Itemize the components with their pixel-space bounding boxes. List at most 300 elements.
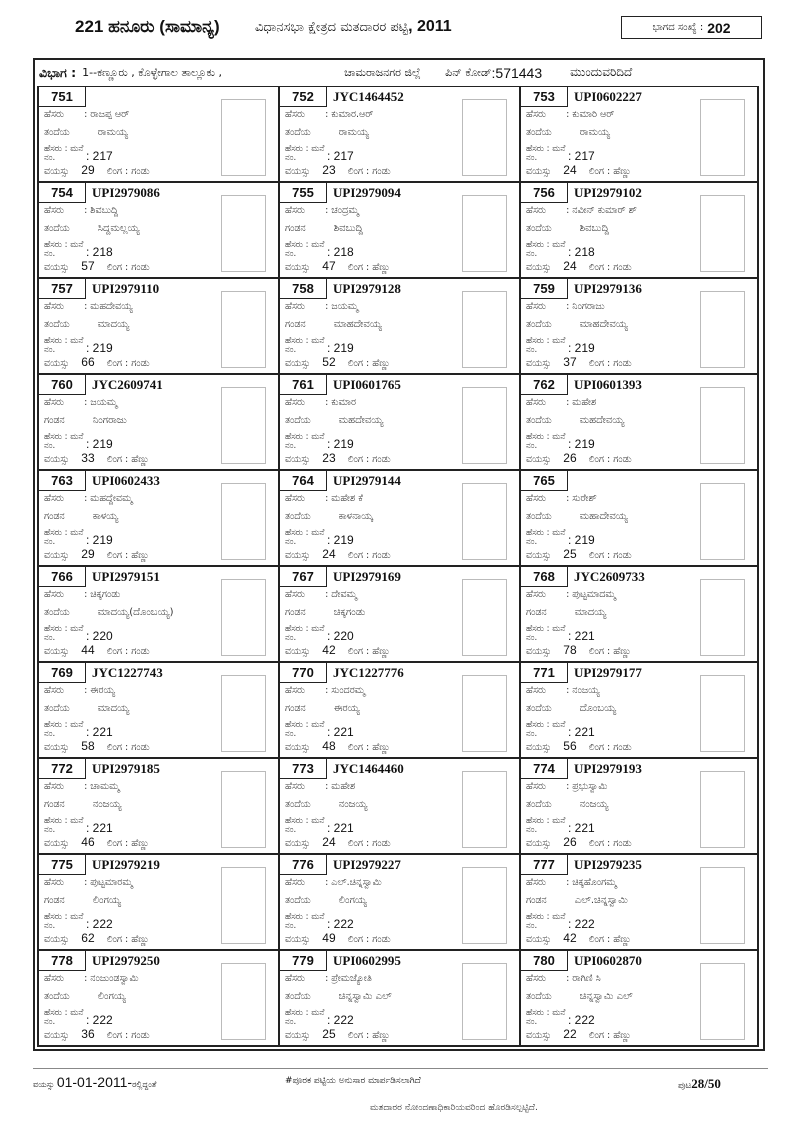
house-number: : 217 [86, 149, 113, 163]
gender: ಹೆಣ್ಣು [613, 646, 632, 657]
age: 24 [563, 259, 577, 273]
relative-name: ಮಾದಯ್ಯ(ದೊಂಬಯ್ಯ) [97, 607, 174, 618]
age: 29 [81, 163, 95, 177]
voter-name: : ನಂಜಯ್ಯ [566, 685, 600, 696]
house-number: : 221 [327, 725, 354, 739]
voter-list-frame [33, 58, 765, 1051]
voter-name: : ಜಯಮ್ಮ [84, 397, 118, 408]
age-gender-row: ವಯಸ್ಸು 22 ಲಿಂಗ : ಹೆಣ್ಣು [526, 1027, 632, 1041]
relative-row [285, 607, 365, 618]
house-row: ಹೆಸರು : ಮನೆ ನಂ. : 221 [526, 720, 595, 739]
name-row: ಹೆಸರು : ನಂಜುಂಡಸ್ವಾಮಿ [44, 973, 139, 984]
relation-type: ಗಂಡನ [285, 223, 306, 234]
photo-placeholder [700, 963, 745, 1040]
voter-name: : ಪುಟ್ಟಮಾದಮ್ಮ [566, 589, 616, 600]
voter-card [37, 663, 280, 759]
voter-card [521, 567, 759, 663]
relative-row [285, 223, 363, 234]
relative-row [44, 799, 122, 810]
house-number: : 219 [86, 533, 113, 547]
age-gender-row: ವಯಸ್ಸು 37 ಲಿಂಗ : ಗಂಡು [526, 355, 632, 369]
constituency-title: 221 ಹನೂರು (ಸಾಮಾನ್ಯ) [75, 17, 220, 36]
voter-name: : ಜಯಮ್ಮ [325, 301, 359, 312]
gender: ಹೆಣ್ಣು [372, 358, 391, 369]
voter-name: : ಪ್ರಭುಸ್ವಾಮಿ [566, 781, 608, 792]
photo-placeholder [700, 99, 745, 176]
house-row: ಹೆಸರು : ಮನೆ ನಂ. : 222 [44, 1008, 113, 1027]
epic-id: UPI0602870 [574, 953, 642, 968]
relation-type: ಗಂಡನ [285, 319, 306, 330]
voter-card [37, 279, 280, 375]
voter-card [37, 951, 280, 1047]
relation-type: ಗಂಡನ [285, 607, 306, 618]
part-number-label: ಭಾಗದ ಸಂಖ್ಯೆ : [652, 22, 704, 33]
voter-name: : ಕುಮಾರ [325, 397, 356, 408]
age-gender-row: ವಯಸ್ಸು 25 ಲಿಂಗ : ಗಂಡು [526, 547, 632, 561]
voter-card [37, 183, 280, 279]
age: 24 [322, 547, 336, 561]
age: 33 [81, 451, 95, 465]
issued-by-note: ಮತದಾರರ ನೋಂದಣಾಧಿಕಾರಿಯವರಿಂದ ಹೊರಡಿಸಲ್ಪಟ್ಟಿದೆ. [370, 1103, 538, 1113]
house-row: ಹೆಸರು : ಮನೆ ನಂ. : 218 [526, 240, 595, 259]
relative-row [44, 703, 129, 714]
part-number-box [621, 16, 762, 39]
relative-name: ಲಿಂಗಯ್ಯ [338, 895, 367, 906]
house-number: : 219 [327, 533, 354, 547]
voter-card [521, 375, 759, 471]
epic-id: UPI0602227 [574, 89, 642, 104]
gender: ಗಂಡು [131, 742, 150, 753]
photo-placeholder [462, 963, 507, 1040]
epic-id: UPI2979250 [92, 953, 160, 968]
photo-placeholder [221, 771, 266, 848]
relative-row [285, 895, 367, 906]
serial-number: 763 [39, 471, 86, 491]
relation-type: ತಂದೆಯ [526, 511, 552, 522]
relation-type: ತಂದೆಯ [285, 127, 311, 138]
photo-placeholder [221, 675, 266, 752]
gender: ಹೆಣ್ಣು [131, 934, 150, 945]
relative-name: ಮಹದೇವಯ್ಯ [579, 415, 625, 426]
voter-card [521, 471, 759, 567]
voter-name: : ಮಹೇಶ ಕೆ [325, 493, 363, 504]
serial-number: 775 [39, 855, 86, 875]
relation-type: ತಂದೆಯ [44, 991, 70, 1002]
relative-row [526, 895, 628, 906]
relative-row [526, 511, 628, 522]
age: 29 [81, 547, 95, 561]
name-row: ಹೆಸರು : ಮಹೇಶ ಕೆ [285, 493, 363, 504]
age-gender-row: ವಯಸ್ಸು 78 ಲಿಂಗ : ಹೆಣ್ಣು [526, 643, 632, 657]
voter-name: : ಚಿಕ್ಕಗಂಡು [84, 589, 121, 600]
age-gender-row: ವಯಸ್ಸು 66 ಲಿಂಗ : ಗಂಡು [44, 355, 150, 369]
house-row: ಹೆಸರು : ಮನೆ ನಂ. : 222 [44, 912, 113, 931]
photo-placeholder [700, 291, 745, 368]
page-number: ಪುಟ28/50 [678, 1076, 721, 1091]
age: 36 [81, 1027, 95, 1041]
serial-number: 771 [521, 663, 568, 683]
age: 23 [322, 451, 336, 465]
voter-card [521, 279, 759, 375]
gender: ಹೆಣ್ಣು [613, 1030, 632, 1041]
voter-name: : ಸುರೇಶ್ [566, 493, 597, 504]
voter-name: : ಮಹದ್ದೇವಮ್ಮ [84, 493, 133, 504]
footer-divider [33, 1068, 768, 1069]
house-row: ಹೆಸರು : ಮನೆ ನಂ. : 222 [526, 1008, 595, 1027]
age-gender-row: ವಯಸ್ಸು 62 ಲಿಂಗ : ಹೆಣ್ಣು [44, 931, 150, 945]
house-number: : 220 [327, 629, 354, 643]
photo-placeholder [700, 675, 745, 752]
age-gender-row: ವಯಸ್ಸು 33 ಲಿಂಗ : ಹೆಣ್ಣು [44, 451, 150, 465]
voter-name: : ಕುಮಾರಿ ಆರ್ [566, 109, 615, 120]
relative-row [526, 319, 628, 330]
voter-name: : ಮಹೇಶ [566, 397, 597, 408]
gender: ಗಂಡು [613, 838, 632, 849]
name-row: ಹೆಸರು : ಶಿವಬುದ್ದಿ [44, 205, 119, 216]
voter-card [521, 759, 759, 855]
age: 25 [563, 547, 577, 561]
name-row: ಹೆಸರು : ಎಲ್.ಚಿನ್ನಸ್ವಾಮಿ [285, 877, 382, 888]
serial-number: 779 [280, 951, 327, 971]
relation-type: ತಂದೆಯ [285, 799, 311, 810]
house-row: ಹೆಸರು : ಮನೆ ನಂ. : 219 [44, 528, 113, 547]
relative-row [285, 991, 392, 1002]
serial-number: 766 [39, 567, 86, 587]
relation-type: ಗಂಡನ [44, 415, 65, 426]
relation-type: ತಂದೆಯ [44, 607, 70, 618]
voter-name: : ಶಿವಬುದ್ದಿ [84, 205, 119, 216]
voter-card [37, 375, 280, 471]
house-number: : 221 [568, 725, 595, 739]
relative-name: ಚಿನ್ನಸ್ವಾಮಿ ಎಲ್ [579, 991, 633, 1002]
serial-number: 759 [521, 279, 568, 299]
voter-name: : ನಿಂಗರಾಜು [566, 301, 605, 312]
voter-name: : ಮಹದೇವಯ್ಯ [84, 301, 133, 312]
serial-number: 768 [521, 567, 568, 587]
relation-type: ತಂದೆಯ [44, 127, 70, 138]
age: 26 [563, 835, 577, 849]
voter-name: : ಮಹೇಶ [325, 781, 356, 792]
relative-row [526, 223, 609, 234]
voter-name: : ನಂಜುಂಡಸ್ವಾಮಿ [84, 973, 139, 984]
age: 46 [81, 835, 95, 849]
house-number: : 219 [86, 437, 113, 451]
relative-row [526, 991, 633, 1002]
serial-number: 764 [280, 471, 327, 491]
relative-name: ಮಾದಯ್ಯ [97, 703, 130, 714]
relation-type: ತಂದೆಯ [526, 799, 552, 810]
gender: ಗಂಡು [131, 166, 150, 177]
serial-number: 756 [521, 183, 568, 203]
epic-id: UPI0602995 [333, 953, 401, 968]
age-gender-row: ವಯಸ್ಸು 23 ಲಿಂಗ : ಗಂಡು [285, 163, 391, 177]
relation-type: ತಂದೆಯ [526, 127, 552, 138]
name-row: ಹೆಸರು : ಪ್ರೇಮಜ್ಯೋತಿ [285, 973, 372, 984]
relative-row [285, 415, 383, 426]
house-row: ಹೆಸರು : ಮನೆ ನಂ. : 219 [526, 528, 595, 547]
relative-name: ಚಿನ್ನಸ್ವಾಮಿ ಎಲ್ [338, 991, 392, 1002]
voter-card [37, 567, 280, 663]
relative-name: ಮಾದಯ್ಯ [97, 319, 130, 330]
name-row: ಹೆಸರು : ಸುರೇಶ್ [526, 493, 597, 504]
relative-name: ಕಾಳನಾಯ್ಕ [338, 511, 373, 522]
name-row: ಹೆಸರು : ಮಹೇಶ [526, 397, 597, 408]
house-row: ಹೆಸರು : ಮನೆ ನಂ. : 222 [285, 912, 354, 931]
voter-name: : ಕುಮಾರ.ಆರ್ [325, 109, 374, 120]
photo-placeholder [462, 291, 507, 368]
voter-card [280, 759, 521, 855]
serial-number: 754 [39, 183, 86, 203]
photo-placeholder [462, 675, 507, 752]
gender: ಗಂಡು [131, 262, 150, 273]
relative-name: ನಂಜಯ್ಯ [579, 799, 609, 810]
name-row: ಹೆಸರು : ಕುಮಾರ.ಆರ್ [285, 109, 374, 120]
relation-type: ತಂದೆಯ [44, 319, 70, 330]
voter-card [280, 375, 521, 471]
voter-name: : ಚಾಮಮ್ಮ [84, 781, 120, 792]
epic-id: UPI2979094 [333, 185, 401, 200]
relative-row [285, 319, 382, 330]
age: 24 [322, 835, 336, 849]
age: 66 [81, 355, 95, 369]
house-row: ಹೆಸರು : ಮನೆ ನಂ. : 219 [44, 432, 113, 451]
serial-number: 772 [39, 759, 86, 779]
relative-name: ಎಲ್.ಚಿನ್ನಸ್ವಾಮಿ [574, 895, 628, 906]
voter-card [37, 855, 280, 951]
relative-name: ದೊಂಬಯ್ಯ [579, 703, 617, 714]
relative-row [44, 127, 128, 138]
relative-row [526, 415, 624, 426]
name-row: ಹೆಸರು : ಮಹದ್ದೇವಮ್ಮ [44, 493, 133, 504]
house-number: : 222 [568, 1013, 595, 1027]
voter-card [280, 87, 521, 183]
gender: ಗಂಡು [372, 454, 391, 465]
age-gender-row: ವಯಸ್ಸು 24 ಲಿಂಗ : ಗಂಡು [285, 835, 391, 849]
relative-row [526, 607, 606, 618]
epic-id: UPI2979144 [333, 473, 401, 488]
age-gender-row: ವಯಸ್ಸು 24 ಲಿಂಗ : ಹೆಣ್ಣು [526, 163, 632, 177]
relative-name: ಲಿಂಗಯ್ಯ [92, 895, 121, 906]
epic-id: JYC1227743 [92, 665, 163, 680]
name-row: ಹೆಸರು : ಜಯಮ್ಮ [285, 301, 359, 312]
relation-type: ತಂದೆಯ [44, 703, 70, 714]
age: 44 [81, 643, 95, 657]
house-number: : 220 [86, 629, 113, 643]
relative-row [44, 607, 174, 618]
page-header [0, 14, 800, 44]
voter-name: : ಪುಟ್ಟಮಾರಮ್ಮ [84, 877, 133, 888]
voter-card [280, 567, 521, 663]
house-number: : 219 [568, 341, 595, 355]
gender: ಗಂಡು [613, 742, 632, 753]
voter-card [280, 279, 521, 375]
serial-number: 765 [521, 471, 568, 491]
relative-row [44, 319, 129, 330]
house-row: ಹೆಸರು : ಮನೆ ನಂ. : 219 [285, 528, 354, 547]
relation-type: ತಂದೆಯ [285, 415, 311, 426]
serial-number: 774 [521, 759, 568, 779]
epic-id: UPI0601393 [574, 377, 642, 392]
age: 78 [563, 643, 577, 657]
serial-number: 752 [280, 87, 327, 107]
age: 42 [563, 931, 577, 945]
age-gender-row: ವಯಸ್ಸು 52 ಲಿಂಗ : ಹೆಣ್ಣು [285, 355, 391, 369]
age-gender-row: ವಯಸ್ಸು 47 ಲಿಂಗ : ಹೆಣ್ಣು [285, 259, 391, 273]
relative-row [285, 799, 367, 810]
epic-id: UPI2979086 [92, 185, 160, 200]
voter-name: : ನವೀನ್ ಕುಮಾರ್ ಶ್ [566, 205, 637, 216]
name-row: ಹೆಸರು : ರಾಜಪ್ಪ ಆರ್ [44, 109, 130, 120]
gender: ಗಂಡು [372, 550, 391, 561]
relative-row [285, 127, 369, 138]
house-row: ಹೆಸರು : ಮನೆ ನಂ. : 218 [44, 240, 113, 259]
epic-id: UPI2979185 [92, 761, 160, 776]
section-header [35, 60, 763, 85]
name-row: ಹೆಸರು : ಪುಟ್ಟಮಾದಮ್ಮ [526, 589, 616, 600]
photo-placeholder [221, 867, 266, 944]
voter-card [521, 951, 759, 1047]
relative-row [44, 511, 118, 522]
name-row: ಹೆಸರು : ಸುಂದರಮ್ಮ [285, 685, 366, 696]
age: 22 [563, 1027, 577, 1041]
photo-placeholder [462, 387, 507, 464]
document-title: ವಿಧಾನಸಭಾ ಕ್ಷೇತ್ರದ ಮತದಾರರ ಪಟ್ಟಿ, 2011 [255, 18, 452, 35]
name-row: ಹೆಸರು : ಚಿಕ್ಕಹೊಂಗಮ್ಮ [526, 877, 617, 888]
photo-placeholder [221, 387, 266, 464]
epic-id: JYC1227776 [333, 665, 404, 680]
age: 56 [563, 739, 577, 753]
photo-placeholder [700, 483, 745, 560]
voter-name: : ರಾಜಪ್ಪ ಆರ್ [84, 109, 130, 120]
house-number: : 221 [568, 629, 595, 643]
gender: ಗಂಡು [131, 646, 150, 657]
house-row: ಹೆಸರು : ಮನೆ ನಂ. : 221 [44, 816, 113, 835]
photo-placeholder [700, 195, 745, 272]
house-row: ಹೆಸರು : ಮನೆ ನಂ. : 218 [285, 240, 354, 259]
relation-type: ಗಂಡನ [44, 799, 65, 810]
house-number: : 218 [327, 245, 354, 259]
voter-card [280, 951, 521, 1047]
serial-number: 751 [39, 87, 86, 107]
age-gender-row: ವಯಸ್ಸು 58 ಲಿಂಗ : ಗಂಡು [44, 739, 150, 753]
house-number: : 218 [86, 245, 113, 259]
age-gender-row: ವಯಸ್ಸು 57 ಲಿಂಗ : ಗಂಡು [44, 259, 150, 273]
relation-type: ತಂದೆಯ [526, 319, 552, 330]
voter-card [521, 663, 759, 759]
pin-code: :571443 [491, 64, 543, 81]
name-row: ಹೆಸರು : ಈರಯ್ಯ [44, 685, 116, 696]
relation-type: ಗಂಡನ [526, 895, 547, 906]
voter-card [280, 663, 521, 759]
serial-number: 773 [280, 759, 327, 779]
gender: ಗಂಡು [613, 550, 632, 561]
age-gender-row: ವಯಸ್ಸು 48 ಲಿಂಗ : ಹೆಣ್ಣು [285, 739, 391, 753]
relative-name: ಮಾದಯ್ಯ [574, 607, 607, 618]
gender: ಗಂಡು [613, 358, 632, 369]
gender: ಗಂಡು [131, 358, 150, 369]
house-row: ಹೆಸರು : ಮನೆ ನಂ. : 222 [526, 912, 595, 931]
house-row: ಹೆಸರು : ಮನೆ ನಂ. : 221 [526, 816, 595, 835]
relative-row [44, 223, 140, 234]
epic-id: UPI2979177 [574, 665, 642, 680]
house-row: ಹೆಸರು : ಮನೆ ನಂ. : 219 [44, 336, 113, 355]
age-gender-row: ವಯಸ್ಸು 44 ಲಿಂಗ : ಗಂಡು [44, 643, 150, 657]
house-number: : 217 [327, 149, 354, 163]
voter-card [37, 471, 280, 567]
gender: ಹೆಣ್ಣು [372, 742, 391, 753]
photo-placeholder [462, 99, 507, 176]
age: 62 [81, 931, 95, 945]
house-number: : 222 [327, 917, 354, 931]
photo-placeholder [700, 771, 745, 848]
house-row: ಹೆಸರು : ಮನೆ ನಂ. : 219 [285, 336, 354, 355]
age-gender-row: ವಯಸ್ಸು 56 ಲಿಂಗ : ಗಂಡು [526, 739, 632, 753]
house-row: ಹೆಸರು : ಮನೆ ನಂ. : 219 [526, 432, 595, 451]
serial-number: 776 [280, 855, 327, 875]
photo-placeholder [221, 579, 266, 656]
gender: ಗಂಡು [372, 166, 391, 177]
serial-number: 761 [280, 375, 327, 395]
house-number: : 221 [327, 821, 354, 835]
age: 49 [322, 931, 336, 945]
photo-placeholder [700, 579, 745, 656]
epic-id: UPI2979136 [574, 281, 642, 296]
relative-row [44, 895, 121, 906]
part-number: 202 [707, 19, 731, 36]
relation-type: ತಂದೆಯ [526, 991, 552, 1002]
age-gender-row: ವಯಸ್ಸು 29 ಲಿಂಗ : ಗಂಡು [44, 163, 150, 177]
age-gender-row: ವಯಸ್ಸು 46 ಲಿಂಗ : ಹೆಣ್ಣು [44, 835, 150, 849]
serial-number: 778 [39, 951, 86, 971]
house-row: ಹೆಸರು : ಮನೆ ನಂ. : 221 [526, 624, 595, 643]
house-row: ಹೆಸರು : ಮನೆ ನಂ. : 217 [285, 144, 354, 163]
age-gender-row: ವಯಸ್ಸು 25 ಲಿಂಗ : ಹೆಣ್ಣು [285, 1027, 391, 1041]
house-number: : 217 [568, 149, 595, 163]
house-number: : 219 [568, 437, 595, 451]
name-row: ಹೆಸರು : ಕುಮಾರ [285, 397, 356, 408]
section-label: ವಿಭಾಗ : [39, 64, 77, 80]
age: 57 [81, 259, 95, 273]
voter-name: : ದೇವಮ್ಮ [325, 589, 357, 600]
voter-card [280, 471, 521, 567]
relative-name: ಶಿವಬುದ್ದಿ [333, 223, 363, 234]
relative-name: ಶಿವಬುದ್ದಿ [579, 223, 609, 234]
age-gender-row: ವಯಸ್ಸು 24 ಲಿಂಗ : ಗಂಡು [526, 259, 632, 273]
serial-number: 753 [521, 87, 568, 107]
relative-row [526, 703, 616, 714]
name-row: ಹೆಸರು : ದೇವಮ್ಮ [285, 589, 357, 600]
serial-number: 770 [280, 663, 327, 683]
house-row: ಹೆಸರು : ಮನೆ ನಂ. : 219 [526, 336, 595, 355]
house-number: : 221 [568, 821, 595, 835]
relative-row [44, 991, 126, 1002]
epic-id: UPI2979102 [574, 185, 642, 200]
relation-type: ತಂದೆಯ [44, 223, 70, 234]
house-row: ಹೆಸರು : ಮನೆ ನಂ. : 221 [285, 720, 354, 739]
name-row: ಹೆಸರು : ನಿಂಗರಾಜು [526, 301, 605, 312]
serial-number: 767 [280, 567, 327, 587]
relative-name: ಮಹದೇವಯ್ಯ [338, 415, 384, 426]
voter-card [280, 183, 521, 279]
epic-id: UPI2979169 [333, 569, 401, 584]
house-number: : 221 [86, 725, 113, 739]
house-row: ಹೆಸರು : ಮನೆ ನಂ. : 220 [285, 624, 354, 643]
gender: ಗಂಡು [372, 838, 391, 849]
voter-name: : ಸುಂದರಮ್ಮ [325, 685, 366, 696]
epic-id: JYC1464460 [333, 761, 404, 776]
photo-placeholder [462, 867, 507, 944]
age: 24 [563, 163, 577, 177]
